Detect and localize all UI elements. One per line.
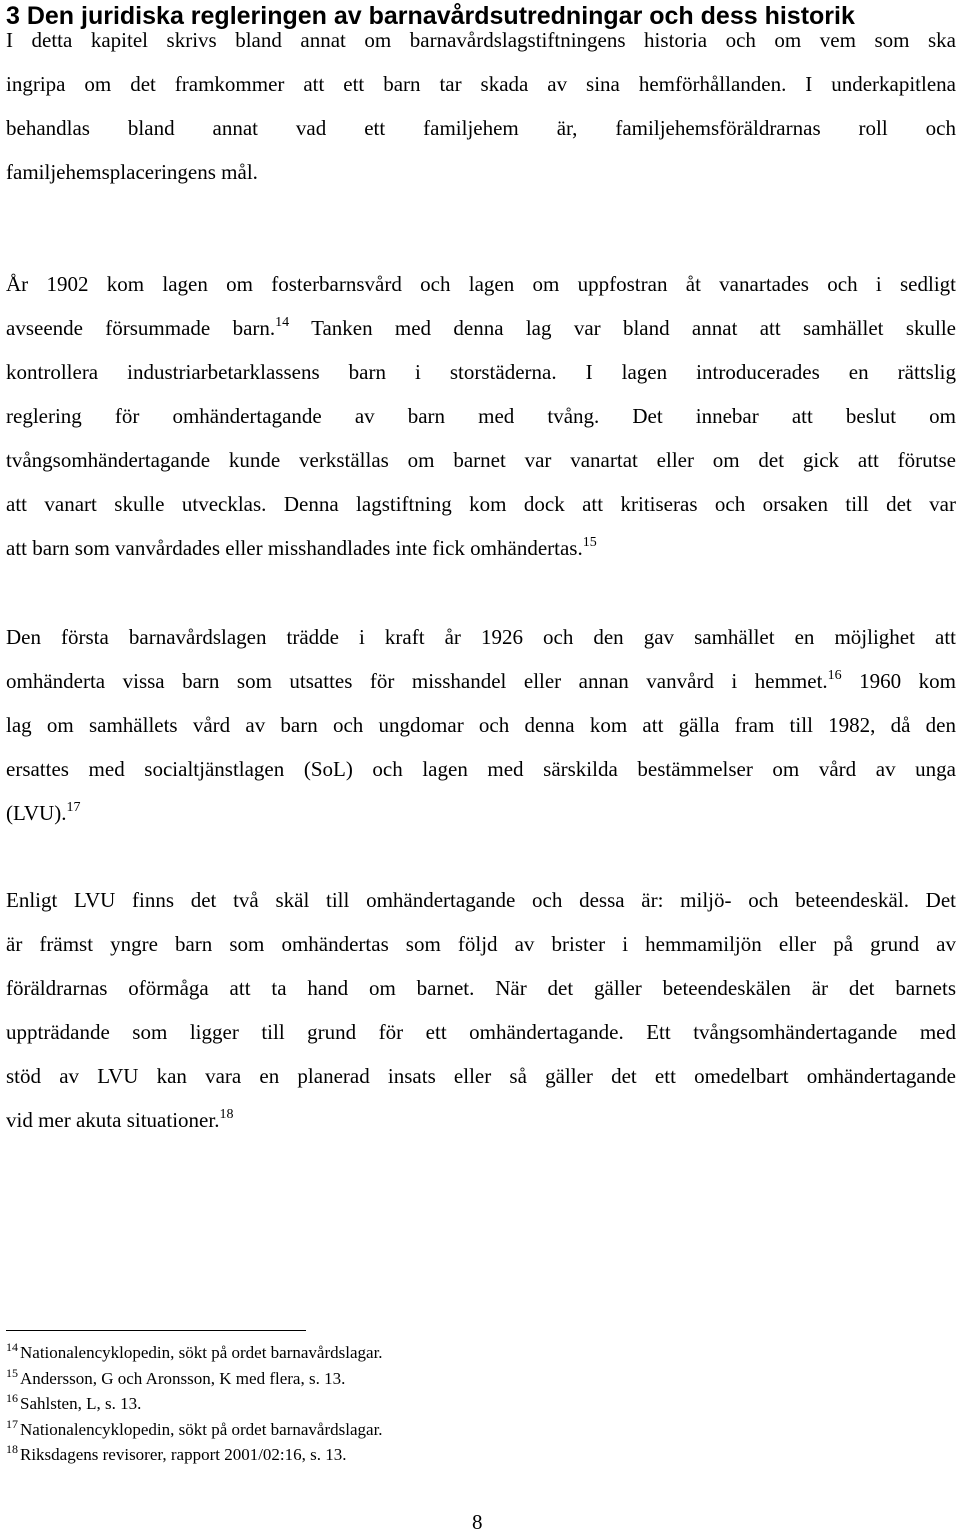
footnote bbox=[6, 1392, 906, 1418]
text-line: kontrollera industriarbetarklassens barn i storstäderna. I lagen introducerades en rättslig bbox=[6, 360, 956, 384]
text-line: I detta kapitel skrivs bland annat om barnavårdslagstiftningens historia och om vem som ska bbox=[6, 28, 956, 52]
footnote-number: 14 bbox=[6, 1340, 18, 1354]
footnote bbox=[6, 1418, 906, 1444]
text-line: är främst yngre barn som omhändertas som följd av brister i hemmamiljön eller på grund av bbox=[6, 932, 956, 956]
text-line: ersattes med socialtjänstlagen (SoL) och lagen med särskilda bestämmelser om vård av unga bbox=[6, 757, 956, 781]
text-line: föräldrarnas oförmåga att ta hand om barnet. När det gäller beteendeskälen är det barnets bbox=[6, 976, 956, 1000]
footnote-text: Nationalencyklopedin, sökt på ordet barnavårdslagar. bbox=[20, 1343, 383, 1362]
footnote-text: Sahlsten, L, s. 13. bbox=[20, 1394, 142, 1413]
footnote-ref-16: 16 bbox=[827, 668, 842, 683]
paragraph-lvu bbox=[6, 878, 956, 1142]
footnote-ref-18: 18 bbox=[219, 1107, 234, 1122]
text-fragment: 1960 kom bbox=[841, 669, 956, 693]
text-fragment: Tanken med denna lag var bland annat att samhället skulle bbox=[289, 316, 956, 340]
text-line: Den första barnavårdslagen trädde i kraft år 1926 och den gav samhället en möjlighet att bbox=[6, 625, 956, 649]
text-fragment: vid mer akuta situationer. bbox=[6, 1108, 220, 1132]
footnote-number: 16 bbox=[6, 1391, 18, 1405]
text-line: att vanart skulle utvecklas. Denna lagstiftning kom dock att kritiseras och orsaken till det var bbox=[6, 492, 956, 516]
text-fragment: att barn som vanvårdades eller misshandlades inte fick omhändertas. bbox=[6, 536, 583, 560]
text-line: familjehemsplaceringens mål. bbox=[6, 160, 258, 184]
text-line bbox=[6, 526, 956, 570]
text-line: tvångsomhändertagande kunde verkställas om barnet var vanartat eller om det gick att förutse bbox=[6, 448, 956, 472]
footnote-number: 15 bbox=[6, 1365, 18, 1380]
footnote-text: Nationalencyklopedin, sökt på ordet barnavårdslagar. bbox=[20, 1419, 383, 1439]
text-line bbox=[6, 306, 956, 350]
paragraph-1902 bbox=[6, 262, 956, 570]
text-line: År 1902 kom lagen om fosterbarnsvård och lagen om uppfostran åt vanartades och i sedligt bbox=[6, 272, 956, 296]
footnote-number: 18 bbox=[6, 1442, 18, 1456]
footnote bbox=[6, 1341, 906, 1367]
text-fragment: avseende försummade barn. bbox=[6, 316, 276, 340]
chapter-heading: 3 Den juridiska regleringen av barnavårdsutredningar och dess historik bbox=[6, 2, 855, 30]
footnotes bbox=[6, 1341, 906, 1469]
text-line: uppträdande som ligger till grund för ett omhändertagande. Ett tvångsomhändertagande med bbox=[6, 1020, 956, 1044]
text-line: reglering för omhändertagande av barn med tvång. Det innebar att beslut om bbox=[6, 404, 956, 428]
footnote-number: 17 bbox=[6, 1416, 18, 1431]
footnote-ref-15: 15 bbox=[582, 535, 597, 550]
text-line bbox=[6, 659, 956, 703]
text-line: behandlas bland annat vad ett familjehem är, familjehemsföräldrarnas roll och bbox=[6, 116, 956, 140]
paragraph-1926 bbox=[6, 615, 956, 835]
footnote-ref-14: 14 bbox=[275, 315, 290, 330]
text-fragment: omhänderta vissa barn som utsattes för misshandel eller annan vanvård i hemmet. bbox=[6, 669, 828, 693]
text-line: lag om samhällets vård av barn och ungdomar och denna kom att gälla fram till 1982, då den bbox=[6, 713, 956, 737]
footnote-separator bbox=[6, 1330, 306, 1331]
intro-paragraph bbox=[6, 18, 956, 194]
footnote-text: Andersson, G och Aronsson, K med flera, s. 13. bbox=[20, 1368, 346, 1388]
footnote-ref-17: 17 bbox=[66, 800, 81, 815]
text-fragment: (LVU). bbox=[6, 801, 67, 825]
footnote bbox=[6, 1367, 906, 1393]
footnote-text: Riksdagens revisorer, rapport 2001/02:16, s. 13. bbox=[20, 1445, 347, 1464]
footnote bbox=[6, 1443, 906, 1469]
text-line: Enligt LVU finns det två skäl till omhändertagande och dessa är: miljö- och beteendeskäl. Det bbox=[6, 888, 956, 912]
page-number: 8 bbox=[472, 1510, 483, 1534]
text-line: stöd av LVU kan vara en planerad insats eller så gäller det ett omedelbart omhändertagande bbox=[6, 1064, 956, 1088]
text-line bbox=[6, 1098, 956, 1142]
text-line bbox=[6, 791, 956, 835]
text-line: ingripa om det framkommer att ett barn tar skada av sina hemförhållanden. I underkapitlena bbox=[6, 72, 956, 96]
